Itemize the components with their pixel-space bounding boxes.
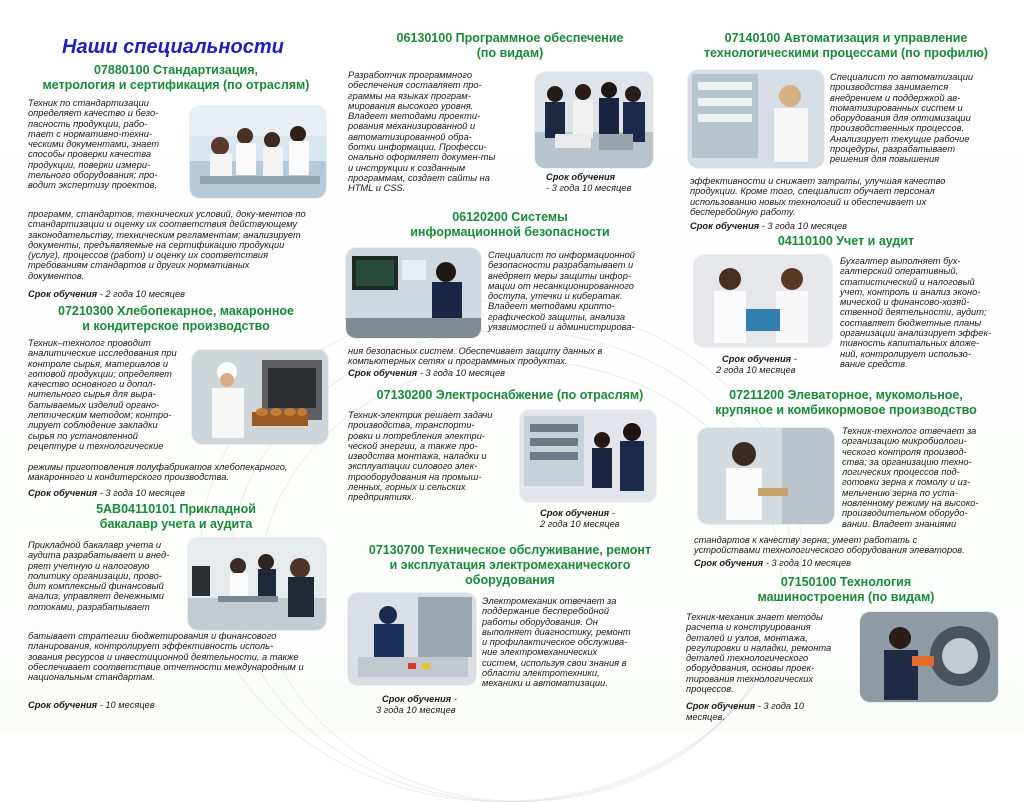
text-line: национальным стандартам.	[28, 672, 155, 683]
text-line: ния безопасных систем. Обеспечивает защиту данных в	[348, 346, 603, 356]
text-line: планирования, контролирует эффективность исполь-	[28, 641, 274, 652]
text-line: ленных, горных и сельских	[348, 482, 466, 493]
section-text-elevator-full	[694, 535, 1002, 556]
text-line: механики и автоматизации.	[482, 678, 608, 689]
text-line: аудита разрабатывает и внед-	[28, 550, 170, 561]
text-line: эксплуатации силового элек-	[348, 461, 478, 472]
text-line: производства занимается	[830, 82, 949, 93]
text-line: тирования технологических	[686, 673, 814, 684]
text-line: граммы на языках програм-	[348, 90, 471, 101]
text-line: (услуг), процессов (работ) и оценку их соответствия	[28, 250, 269, 261]
text-line: деталей и узлов, монтажа,	[686, 632, 808, 643]
text-line: бесперебойную работу.	[690, 206, 796, 217]
text-line: ботки информации. Професси-	[348, 142, 487, 153]
text-line: ровки и потребления электри-	[348, 430, 485, 441]
text-line: документы, предъявляемые на сертификацию продукции	[28, 239, 285, 250]
text-line: нительного сырья для выра-	[28, 389, 156, 400]
text-line: лептическим методом; контро-	[28, 410, 172, 421]
text-line: работы оборудования. Он	[482, 616, 598, 627]
text-line: Владеет методами проекти-	[348, 111, 481, 122]
section-title-software: 06130100 Программное обеспечение (по видам)	[396, 31, 624, 60]
duration-bakery: Срок обучения - 3 года 10 месяцев	[28, 488, 185, 498]
text-line: рования механизированной и	[348, 121, 476, 132]
photo-power-supply	[520, 410, 656, 502]
text-line: систем, используя свои знания в	[482, 657, 627, 668]
text-line: тает с нормативно-техни-	[28, 128, 153, 139]
text-line: потоками, разрабатывает	[28, 601, 150, 612]
text-line: программ, стандартов, технических условий, доку-ментов по	[28, 209, 306, 219]
text-line: ства; за организацию техно-	[842, 456, 972, 467]
text-line: Специалист по информационной	[488, 250, 635, 260]
text-line: Техник по стандартизации	[28, 98, 149, 108]
text-line: предприятиях.	[348, 492, 415, 503]
section-title-automation: 07140100 Автоматизация и управление технологическими процессами (по профилю)	[703, 31, 989, 60]
photo-software-students	[535, 72, 653, 168]
text-line: организацию микробиологи-	[842, 436, 967, 447]
text-line: учет, контроль и анализ эконо-	[840, 286, 981, 297]
section-text-infosec-full	[348, 346, 656, 367]
text-line: томатизированных систем и	[830, 102, 963, 113]
text-line: области электротехники,	[482, 668, 600, 679]
text-line: выполняет диагностику, ремонт	[482, 626, 631, 637]
text-line: законодательству, техническим регламентам; анализирует	[28, 229, 301, 240]
text-line: и инструкции к созданным	[348, 162, 466, 173]
text-line: внедряет меры защиты инфор-	[488, 270, 631, 281]
section-text-accounting-bachelor	[28, 540, 186, 612]
section-text-automation-full	[690, 176, 998, 217]
duration-infosec: Срок обучения - 3 года 10 месяцев	[348, 368, 505, 378]
photo-automation	[688, 70, 824, 168]
text-line: HTML и CSS.	[348, 183, 406, 194]
text-line: ние электромеханических	[482, 647, 598, 658]
text-line: Техник-технолог отвечает за	[842, 426, 977, 436]
text-line: процедуры, разрабатывает	[830, 144, 956, 155]
text-line: безопасности разрабатывает и	[488, 260, 634, 271]
text-line: эффективности и снижает затраты, улучшая качество	[690, 176, 946, 186]
text-line: ческой энергии, а также про-	[348, 440, 478, 451]
text-line: поддержание бесперебойной	[482, 606, 610, 617]
photo-bakery	[192, 350, 328, 444]
duration-software-value: - 3 года 10 месяцев	[546, 183, 632, 193]
text-line: ряет учетную и налоговую	[28, 560, 150, 571]
photo-accounting-class	[188, 538, 326, 630]
text-line: ческого контроля производ-	[842, 446, 967, 457]
text-line: водит экспертизу проектов,	[28, 180, 157, 191]
text-line: составляет бюджетные планы	[840, 317, 982, 328]
text-line: Техник–технолог проводит	[28, 338, 151, 348]
duration-accounting-bachelor: Срок обучения - 10 месяцев	[28, 700, 155, 710]
text-line: процессов.	[686, 684, 734, 695]
section-title-infosec: 06120200 Системы информационной безопасности	[410, 210, 610, 239]
section-title-accounting: 04110100 Учет и аудит	[777, 234, 915, 248]
text-line: доступа, утечки и кибератак.	[488, 291, 623, 302]
text-line: Владеет методами крипто-	[488, 301, 615, 312]
text-line: мирования высокого уровня.	[348, 100, 474, 111]
text-line: Электромеханик отвечает за	[482, 596, 617, 606]
text-line: контроле сырья, материалов и	[28, 358, 169, 369]
photo-infosec	[346, 248, 481, 338]
section-title-power-supply: 07130200 Электроснабжение (по отраслям)	[376, 388, 644, 402]
section-text-standardization	[28, 98, 190, 191]
duration-machine-building: Срок обучения - 3 года 10	[686, 701, 805, 711]
section-text-software	[348, 70, 514, 194]
text-line: батываемых изделий органо-	[28, 399, 160, 410]
section-text-accounting	[840, 256, 1002, 369]
text-line: документов.	[28, 270, 85, 281]
text-line: онально оформляет докумен-ты	[348, 152, 496, 163]
section-text-bakery-full	[28, 462, 328, 483]
text-line: производительном оборудо-	[842, 508, 968, 519]
text-line: ственной деятельности, аудит;	[840, 307, 987, 318]
text-line: готовой продукции; определяет	[28, 368, 172, 379]
text-line: уязвимостей и администрирова-	[488, 322, 635, 333]
photo-electromechanical	[348, 593, 476, 685]
text-line: продукции, поверки измери-	[28, 159, 151, 170]
text-line: стандартов к качеству зерна; умеет работать с	[694, 535, 918, 545]
text-line: Техник-механик знает методы	[686, 612, 823, 622]
section-title-accounting-bachelor: 5АВ04110101 Прикладной бакалавр учета и аудита	[96, 502, 256, 531]
section-text-machine-building	[686, 612, 854, 694]
text-line: изводства монтажа, наладки и	[348, 451, 487, 462]
text-line: устройствами технологического оборудования элеваторов.	[694, 545, 965, 556]
text-line: статистический и налоговый	[840, 276, 975, 287]
text-line: организации анализирует эффек-	[840, 328, 991, 339]
section-text-standardization-full	[28, 209, 328, 281]
text-line: и профилактическое обслужива-	[482, 637, 628, 648]
text-line: Прикладной бакалавр учета и	[28, 540, 162, 550]
text-line: галтерский оперативный,	[840, 266, 959, 277]
text-line: требованиям стандартов и других нормативных	[28, 260, 250, 271]
text-line: оборудования для оптимизации	[830, 113, 971, 124]
text-line: пасность продукции, рабо-	[28, 118, 148, 129]
photo-accounting	[694, 255, 832, 347]
text-line: Техник-электрик решает задачи	[348, 410, 493, 420]
text-line: логических процессов под-	[842, 467, 960, 478]
text-line: качество основного и допол-	[28, 379, 156, 390]
section-text-electromechanical	[482, 596, 658, 689]
text-line: режимы приготовления полуфабрикатов хлебопекарного,	[28, 462, 288, 472]
duration-electromechanical-value: 3 года 10 месяцев	[376, 705, 456, 715]
text-line: Анализирует текущие рабочие	[830, 133, 970, 144]
text-line: деталей технологического	[686, 653, 809, 664]
text-line: регулировки и наладки, ремонта	[686, 642, 832, 653]
text-line: мической и финансово-хозяй-	[840, 297, 970, 308]
text-line: трооборудования на промыш-	[348, 471, 482, 482]
text-line: ческими документами, знает	[28, 139, 160, 150]
text-line: графической защиты, анализа	[488, 311, 626, 322]
text-line: компьютерных сетях и программных продуктах.	[348, 356, 568, 367]
text-line: решения для повышения	[830, 154, 940, 165]
text-line: лирует соблюдение закладки	[28, 420, 158, 431]
text-line: Специалист по автоматизации	[830, 72, 974, 82]
text-line: производственных процессов.	[830, 123, 965, 134]
section-title-machine-building: 07150100 Технология машиностроения (по видам)	[757, 575, 935, 604]
section-title-elevator: 07211200 Элеваторное, мукомольное, крупяное и комбикормовое производство	[715, 388, 977, 417]
duration-accounting: Срок обучения -	[722, 354, 797, 364]
text-line: Бухгалтер выполняет бух-	[840, 256, 961, 266]
text-line: сырья по установленной	[28, 430, 138, 441]
duration-automation: Срок обучения - 3 года 10 месяцев	[690, 221, 847, 231]
text-line: вание средств.	[840, 358, 908, 369]
photo-standardization-lab	[190, 106, 326, 198]
text-line: способы проверки качества	[28, 149, 152, 160]
text-line: определяет качество и безо-	[28, 108, 159, 119]
text-line: батывает стратегии бюджетирования и финансового	[28, 631, 277, 641]
text-line: аналитические исследования при	[28, 348, 177, 359]
text-line: Разработчик программного	[348, 70, 472, 80]
text-line: обеспечения составляет про-	[348, 80, 482, 91]
text-line: готовки зерна к помолу и из-	[842, 477, 971, 488]
text-line: автоматизированной обра-	[348, 131, 472, 142]
section-text-bakery	[28, 338, 194, 451]
text-line: использованию новых технологий и обеспечивает их	[690, 196, 927, 207]
duration-power-supply: Срок обучения -	[540, 508, 615, 518]
photo-machine-building	[860, 612, 998, 702]
text-line: производства, транспорти-	[348, 420, 475, 431]
section-text-infosec	[488, 250, 656, 332]
text-line: расчета и конструирования	[686, 622, 811, 633]
text-line: новленному режиму на высоко-	[842, 498, 979, 509]
text-line: анализ, управляет денежными	[28, 591, 164, 602]
text-line: продукции. Кроме того, специалист обучает персонал	[690, 186, 935, 197]
duration-standardization: Срок обучения - 2 года 10 месяцев	[28, 289, 185, 299]
section-title-electromechanical: 07130700 Техническое обслуживание, ремонт и эксплуатация электромеханического оборудования	[368, 543, 652, 587]
text-line: мации от несанкционированного	[488, 280, 634, 291]
section-text-automation	[830, 72, 998, 165]
duration-software: Срок обучения	[546, 172, 616, 182]
section-text-accounting-bachelor-full	[28, 631, 328, 682]
text-line: обеспечивает соответствие отчетности международным и	[28, 661, 304, 672]
text-line: зования ресурсов и инвестиционной деятельности, а также	[28, 651, 299, 662]
text-line: стандартизации и оценку их соответствия действующему	[28, 219, 298, 230]
text-line: макаронного и кондитерского производства.	[28, 472, 230, 483]
section-title-standardization: 07880100 Стандартизация, метрология и сертификация (по отраслям)	[42, 63, 310, 92]
section-title-bakery: 07210300 Хлебопекарное, макаронное и кондитерское производство	[58, 304, 294, 333]
section-text-elevator	[842, 426, 1002, 529]
text-line: ний, контролирует использо-	[840, 348, 971, 359]
text-line: тивность капитальных вложе-	[840, 338, 980, 349]
page-title: Наши специальности	[62, 36, 284, 58]
text-line: дит комплексный финансовый	[28, 581, 164, 592]
text-line: оборудования, основы проек-	[686, 663, 815, 674]
text-line: политику организации, прово-	[28, 570, 162, 581]
text-line: внедрением и поддержкой ав-	[830, 92, 961, 103]
duration-electromechanical: Срок обучения -	[382, 694, 457, 704]
duration-elevator: Срок обучения - 3 года 10 месяцев	[694, 558, 851, 568]
text-line: вании. Владеет знаниями	[842, 518, 957, 529]
section-text-power-supply	[348, 410, 513, 503]
duration-power-supply-value: 2 года 10 месяцев	[540, 519, 620, 529]
duration-machine-building-value: месяцев.	[686, 712, 725, 722]
text-line: тельного оборудования; про-	[28, 170, 158, 181]
duration-accounting-value: 2 года 10 месяцев	[716, 365, 796, 375]
text-line: программам, создает сайты на	[348, 172, 490, 183]
text-line: рецептуре и технологические	[28, 440, 164, 451]
text-line: мельчению зерна по уста-	[842, 487, 958, 498]
photo-elevator	[698, 428, 834, 524]
